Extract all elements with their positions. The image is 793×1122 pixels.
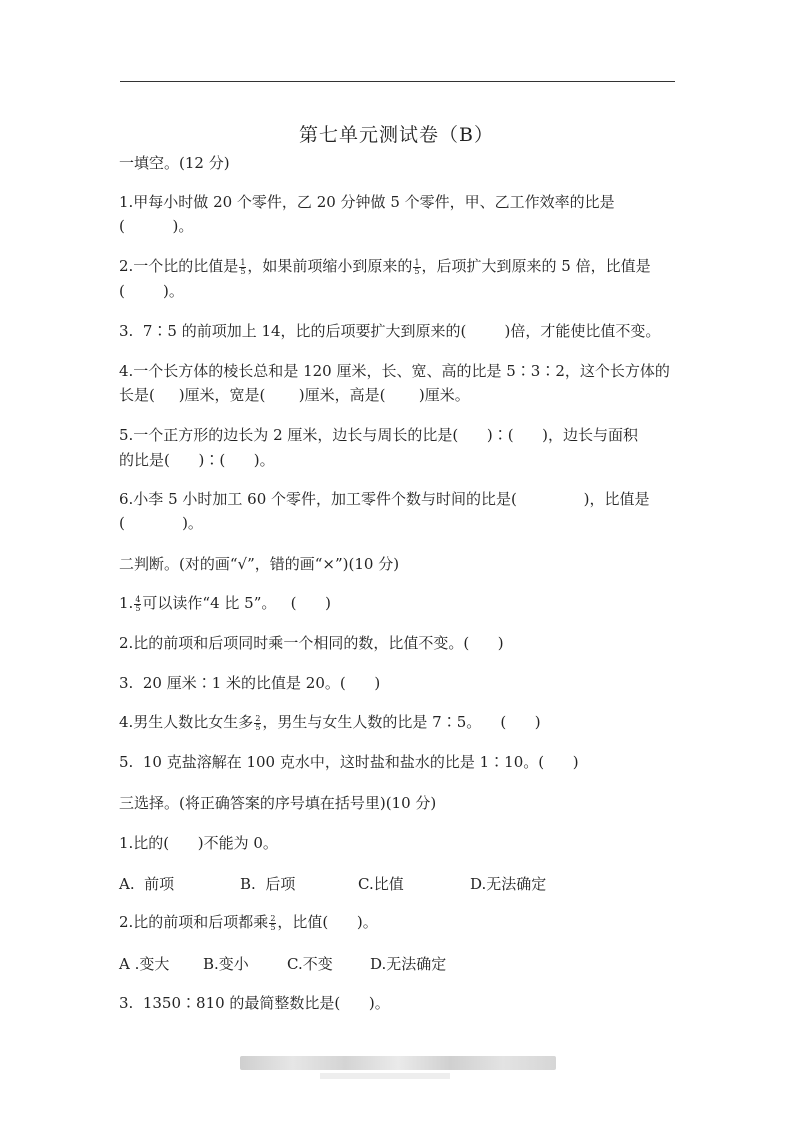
s1-q6-line2: ( )。 bbox=[119, 514, 203, 532]
s3-q2-option-a: A .变大 bbox=[119, 955, 170, 973]
section1-heading: 一填空。(12 分) bbox=[119, 154, 230, 172]
s1-q1-line2: ( )。 bbox=[119, 217, 194, 235]
s3-q2-text-a: 2.比的前项和后项都乘 bbox=[119, 913, 269, 931]
s2-q1-number: 1. bbox=[119, 594, 134, 612]
fraction-numerator: 2 bbox=[255, 713, 261, 723]
s3-q2 bbox=[119, 912, 378, 932]
s1-q2-text-b: ，如果前项缩小到原来的 bbox=[247, 257, 413, 275]
fraction-denominator: 5 bbox=[414, 266, 420, 276]
s1-q4-line2: 长是( )厘米，宽是( )厘米，高是( )厘米。 bbox=[119, 386, 470, 404]
fraction-numerator: 1 bbox=[414, 257, 420, 267]
s3-q2-option-c: C.不变 bbox=[287, 955, 333, 973]
fraction-denominator: 5 bbox=[270, 922, 276, 932]
s3-q2-text-b: ，比值( )。 bbox=[277, 913, 378, 931]
s3-q2-option-d: D.无法确定 bbox=[370, 955, 447, 973]
s2-q1-text: 可以读作“4 比 5”。 ( ) bbox=[142, 594, 331, 612]
s1-q2-fraction2 bbox=[413, 259, 420, 276]
s3-q1-option-a: A. 前项 bbox=[119, 875, 175, 893]
s2-q3: 3. 20 厘米∶1 米的比值是 20。( ) bbox=[119, 674, 381, 692]
s3-q1-option-b: B. 后项 bbox=[240, 875, 296, 893]
s3-q1: 1.比的( )不能为 0。 bbox=[119, 834, 278, 852]
s1-q4-line1: 4.一个长方体的棱长总和是 120 厘米，长、宽、高的比是 5∶3∶2，这个长方体的 bbox=[119, 362, 670, 380]
s1-q2-fraction1 bbox=[239, 259, 246, 276]
s2-q2: 2.比的前项和后项同时乘一个相同的数，比值不变。( ) bbox=[119, 634, 504, 652]
s1-q5-line2: 的比是( )∶( )。 bbox=[119, 451, 275, 469]
s1-q5-line1: 5.一个正方形的边长为 2 厘米，边长与周长的比是( )∶( )，边长与面积 bbox=[119, 426, 639, 444]
s3-q2-option-b: B.变小 bbox=[203, 955, 249, 973]
s1-q6-line1: 6.小李 5 小时加工 60 个零件，加工零件个数与时间的比是( )，比值是 bbox=[119, 490, 650, 508]
header-rule bbox=[120, 81, 675, 82]
s1-q2-text-a: 2.一个比的比值是 bbox=[119, 257, 239, 275]
fraction-denominator: 5 bbox=[255, 722, 261, 732]
s2-q1-fraction bbox=[134, 596, 141, 613]
s2-q1 bbox=[119, 593, 331, 613]
fraction-numerator: 1 bbox=[240, 257, 246, 267]
fraction-denominator: 5 bbox=[135, 603, 141, 613]
s2-q5: 5. 10 克盐溶解在 100 克水中，这时盐和盐水的比是 1∶10。( ) bbox=[119, 753, 579, 771]
s1-q2-line1 bbox=[119, 256, 651, 276]
fraction-numerator: 2 bbox=[270, 913, 276, 923]
s1-q3: 3. 7∶5 的前项加上 14，比的后项要扩大到原来的( )倍，才能使比值不变。 bbox=[119, 322, 661, 340]
s3-q1-option-d: D.无法确定 bbox=[470, 875, 547, 893]
s1-q2-text-c: ，后项扩大到原来的 5 倍，比值是 bbox=[421, 257, 651, 275]
section2-heading: 二判断。(对的画“√”，错的画“×”)(10 分) bbox=[119, 555, 400, 573]
s3-q2-fraction bbox=[269, 915, 276, 932]
s2-q4-fraction bbox=[254, 715, 261, 732]
page-title: 第七单元测试卷（B） bbox=[299, 124, 494, 146]
section3-heading: 三选择。(将正确答案的序号填在括号里)(10 分) bbox=[119, 794, 437, 812]
blurred-footer-watermark bbox=[240, 1056, 556, 1070]
s2-q4 bbox=[119, 712, 541, 732]
s1-q1-line1: 1.甲每小时做 20 个零件，乙 20 分钟做 5 个零件，甲、乙工作效率的比是 bbox=[119, 193, 615, 211]
s1-q2-line2: ( )。 bbox=[119, 282, 184, 300]
blurred-footer-watermark-line bbox=[320, 1073, 450, 1079]
s3-q1-option-c: C.比值 bbox=[358, 875, 404, 893]
fraction-numerator: 4 bbox=[135, 594, 141, 604]
s3-q3: 3. 1350∶810 的最简整数比是( )。 bbox=[119, 994, 390, 1012]
s2-q4-text-a: 4.男生人数比女生多 bbox=[119, 713, 254, 731]
fraction-denominator: 5 bbox=[240, 266, 246, 276]
s2-q4-text-b: ，男生与女生人数的比是 7∶5。 ( ) bbox=[262, 713, 541, 731]
